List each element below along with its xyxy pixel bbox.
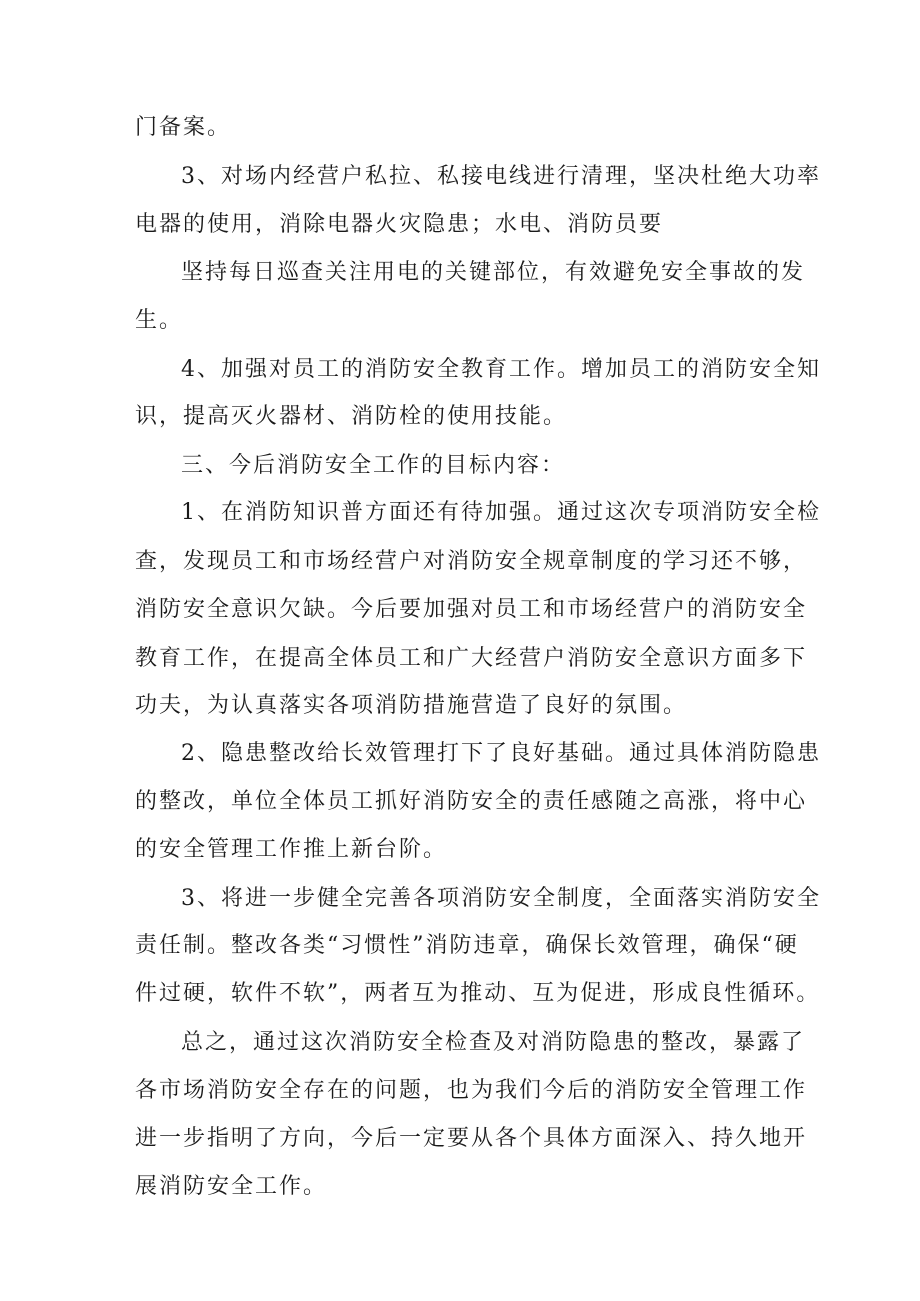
text-line-10: 查，发现员工和市场经营户对消防安全规章制度的学习还不够， [135,549,808,574]
text-line-9: 1、在消防知识普方面还有待加强。通过这次专项消防安全检 [181,500,821,525]
text-line-6: 4、加强对员工的消防安全教育工作。增加员工的消防安全知 [181,357,821,382]
section-heading: 三、今后消防安全工作的目标内容： [181,453,566,478]
text-line-14: 2、隐患整改给长效管理打下了良好基础。通过具体消防隐患 [181,741,821,766]
text-line-12: 教育工作，在提高全体员工和广大经营户消防安全意识方面多下 [135,646,808,671]
text-line-4: 坚持每日巡查关注用电的关键部位，有效避免安全事故的发 [181,260,806,285]
text-line-3: 电器的使用，消除电器火灾隐患；水电、消防员要 [135,212,664,237]
text-line-21: 各市场消防安全存在的问题，也为我们今后的消防安全管理工作 [135,1078,808,1103]
text-line-17: 3、将进一步健全完善各项消防安全制度，全面落实消防安全 [181,886,821,911]
text-line-18: 责任制。整改各类“习惯性”消防违章，确保长效管理，确保“硬 [135,933,799,958]
text-line-15: 的整改，单位全体员工抓好消防安全的责任感随之高涨，将中心 [135,789,808,814]
text-line-19: 件过硬，软件不软”，两者互为推动、互为促进，形成良性循环。 [135,981,821,1006]
text-line-23: 展消防安全工作。 [135,1174,328,1199]
text-line-16: 的安全管理工作推上新台阶。 [135,837,448,862]
text-line-5: 生。 [135,308,184,333]
text-line-1: 门备案。 [135,115,232,140]
text-line-11: 消防安全意识欠缺。今后要加强对员工和市场经营户的消防安全 [135,597,808,622]
text-line-20: 总之，通过这次消防安全检查及对消防隐患的整改，暴露了 [181,1030,806,1055]
text-line-22: 进一步指明了方向，今后一定要从各个具体方面深入、持久地开 [135,1126,808,1151]
text-line-13: 功夫，为认真落实各项消防措施营造了良好的氛围。 [135,693,688,718]
text-line-7: 识，提高灭火器材、消防栓的使用技能。 [135,404,568,429]
text-line-2: 3、对场内经营户私拉、私接电线进行清理，坚决杜绝大功率 [181,164,821,189]
